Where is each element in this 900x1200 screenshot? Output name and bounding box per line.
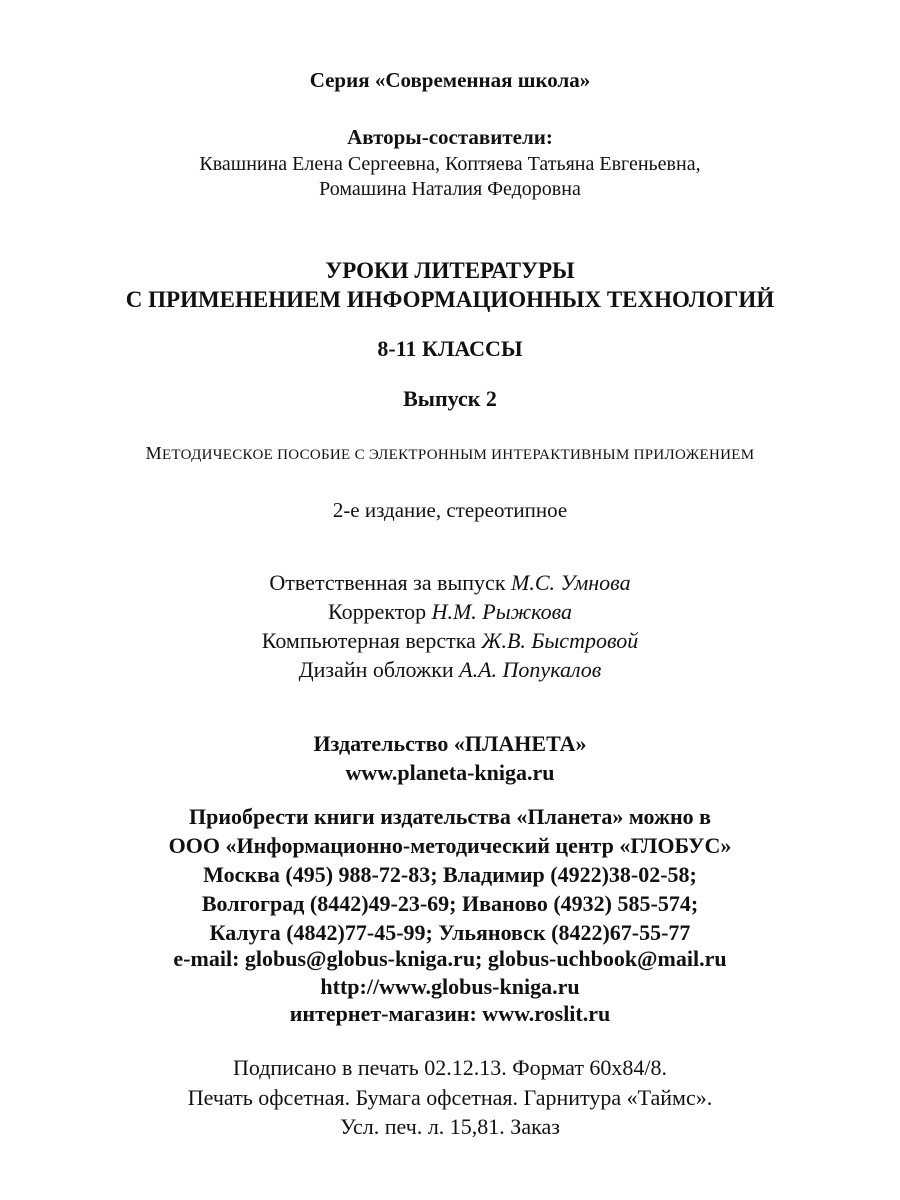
issue-number: Выпуск 2	[403, 386, 497, 411]
imprint-line-2: Печать офсетная. Бумага офсетная. Гарнитура «Таймс».	[187, 1085, 713, 1110]
distributor-shop: интернет-магазин: www.roslit.ru	[289, 1001, 611, 1026]
credit-name: М.С. Умнова	[511, 570, 631, 595]
authors-heading: Авторы-составители:	[347, 125, 553, 149]
distributor-email: e-mail: globus@globus-kniga.ru; globus-uchbook@mail.ru	[173, 946, 727, 971]
credit-name: А.А. Попукалов	[459, 657, 602, 682]
credit-role: Дизайн обложки	[298, 657, 454, 682]
distributor-url: http://www.globus-kniga.ru	[320, 974, 580, 999]
distributor-line-4: Волгоград (8442)49-23-69; Иваново (4932) 585-574;	[201, 891, 699, 916]
credit-name: Ж.В. Быстровой	[481, 628, 639, 653]
credit-role: Корректор	[328, 599, 427, 624]
distributor-line-2: ООО «Информационно-методический центр «ГЛОБУС»	[168, 833, 732, 858]
publisher-site: www.planeta-kniga.ru	[345, 760, 555, 785]
series-title: Серия «Современная школа»	[309, 68, 591, 92]
imprint-line-3: Усл. печ. л. 15,81. Заказ	[340, 1114, 560, 1139]
grades: 8-11 КЛАССЫ	[377, 336, 523, 361]
subtitle	[0, 443, 900, 464]
distributor-line-3: Москва (495) 988-72-83; Владимир (4922)38-02-58;	[203, 862, 697, 887]
credit-line-4	[0, 657, 900, 683]
subtitle-initial: М	[145, 443, 162, 463]
credit-line-3	[0, 628, 900, 654]
authors-line-1: Квашнина Елена Сергеевна, Коптяева Татьяна Евгеньевна,	[199, 153, 701, 175]
distributor-line-1: Приобрести книги издательства «Планета» можно в	[188, 804, 712, 829]
book-title-line-2: С ПРИМЕНЕНИЕМ ИНФОРМАЦИОННЫХ ТЕХНОЛОГИЙ	[125, 287, 775, 312]
distributor-line-5: Калуга (4842)77-45-99; Ульяновск (8422)67-55-77	[209, 920, 691, 945]
edition: 2-е издание, стереотипное	[332, 498, 568, 522]
credit-role: Компьютерная верстка	[261, 628, 476, 653]
credit-role: Ответственная за выпуск	[269, 570, 506, 595]
book-title-line-1: УРОКИ ЛИТЕРАТУРЫ	[325, 258, 575, 283]
credit-line-2	[0, 599, 900, 625]
subtitle-rest: ЕТОДИЧЕСКОЕ ПОСОБИЕ С ЭЛЕКТРОННЫМ ИНТЕРАКТИВНЫМ ПРИЛОЖЕНИЕМ	[161, 447, 755, 463]
authors-line-2: Ромашина Наталия Федоровна	[319, 178, 581, 200]
imprint-line-1: Подписано в печать 02.12.13. Формат 60x84/8.	[232, 1055, 668, 1080]
credit-line-1	[0, 570, 900, 596]
credit-name: Н.М. Рыжкова	[431, 599, 572, 624]
publisher-name: Издательство «ПЛАНЕТА»	[313, 731, 587, 756]
